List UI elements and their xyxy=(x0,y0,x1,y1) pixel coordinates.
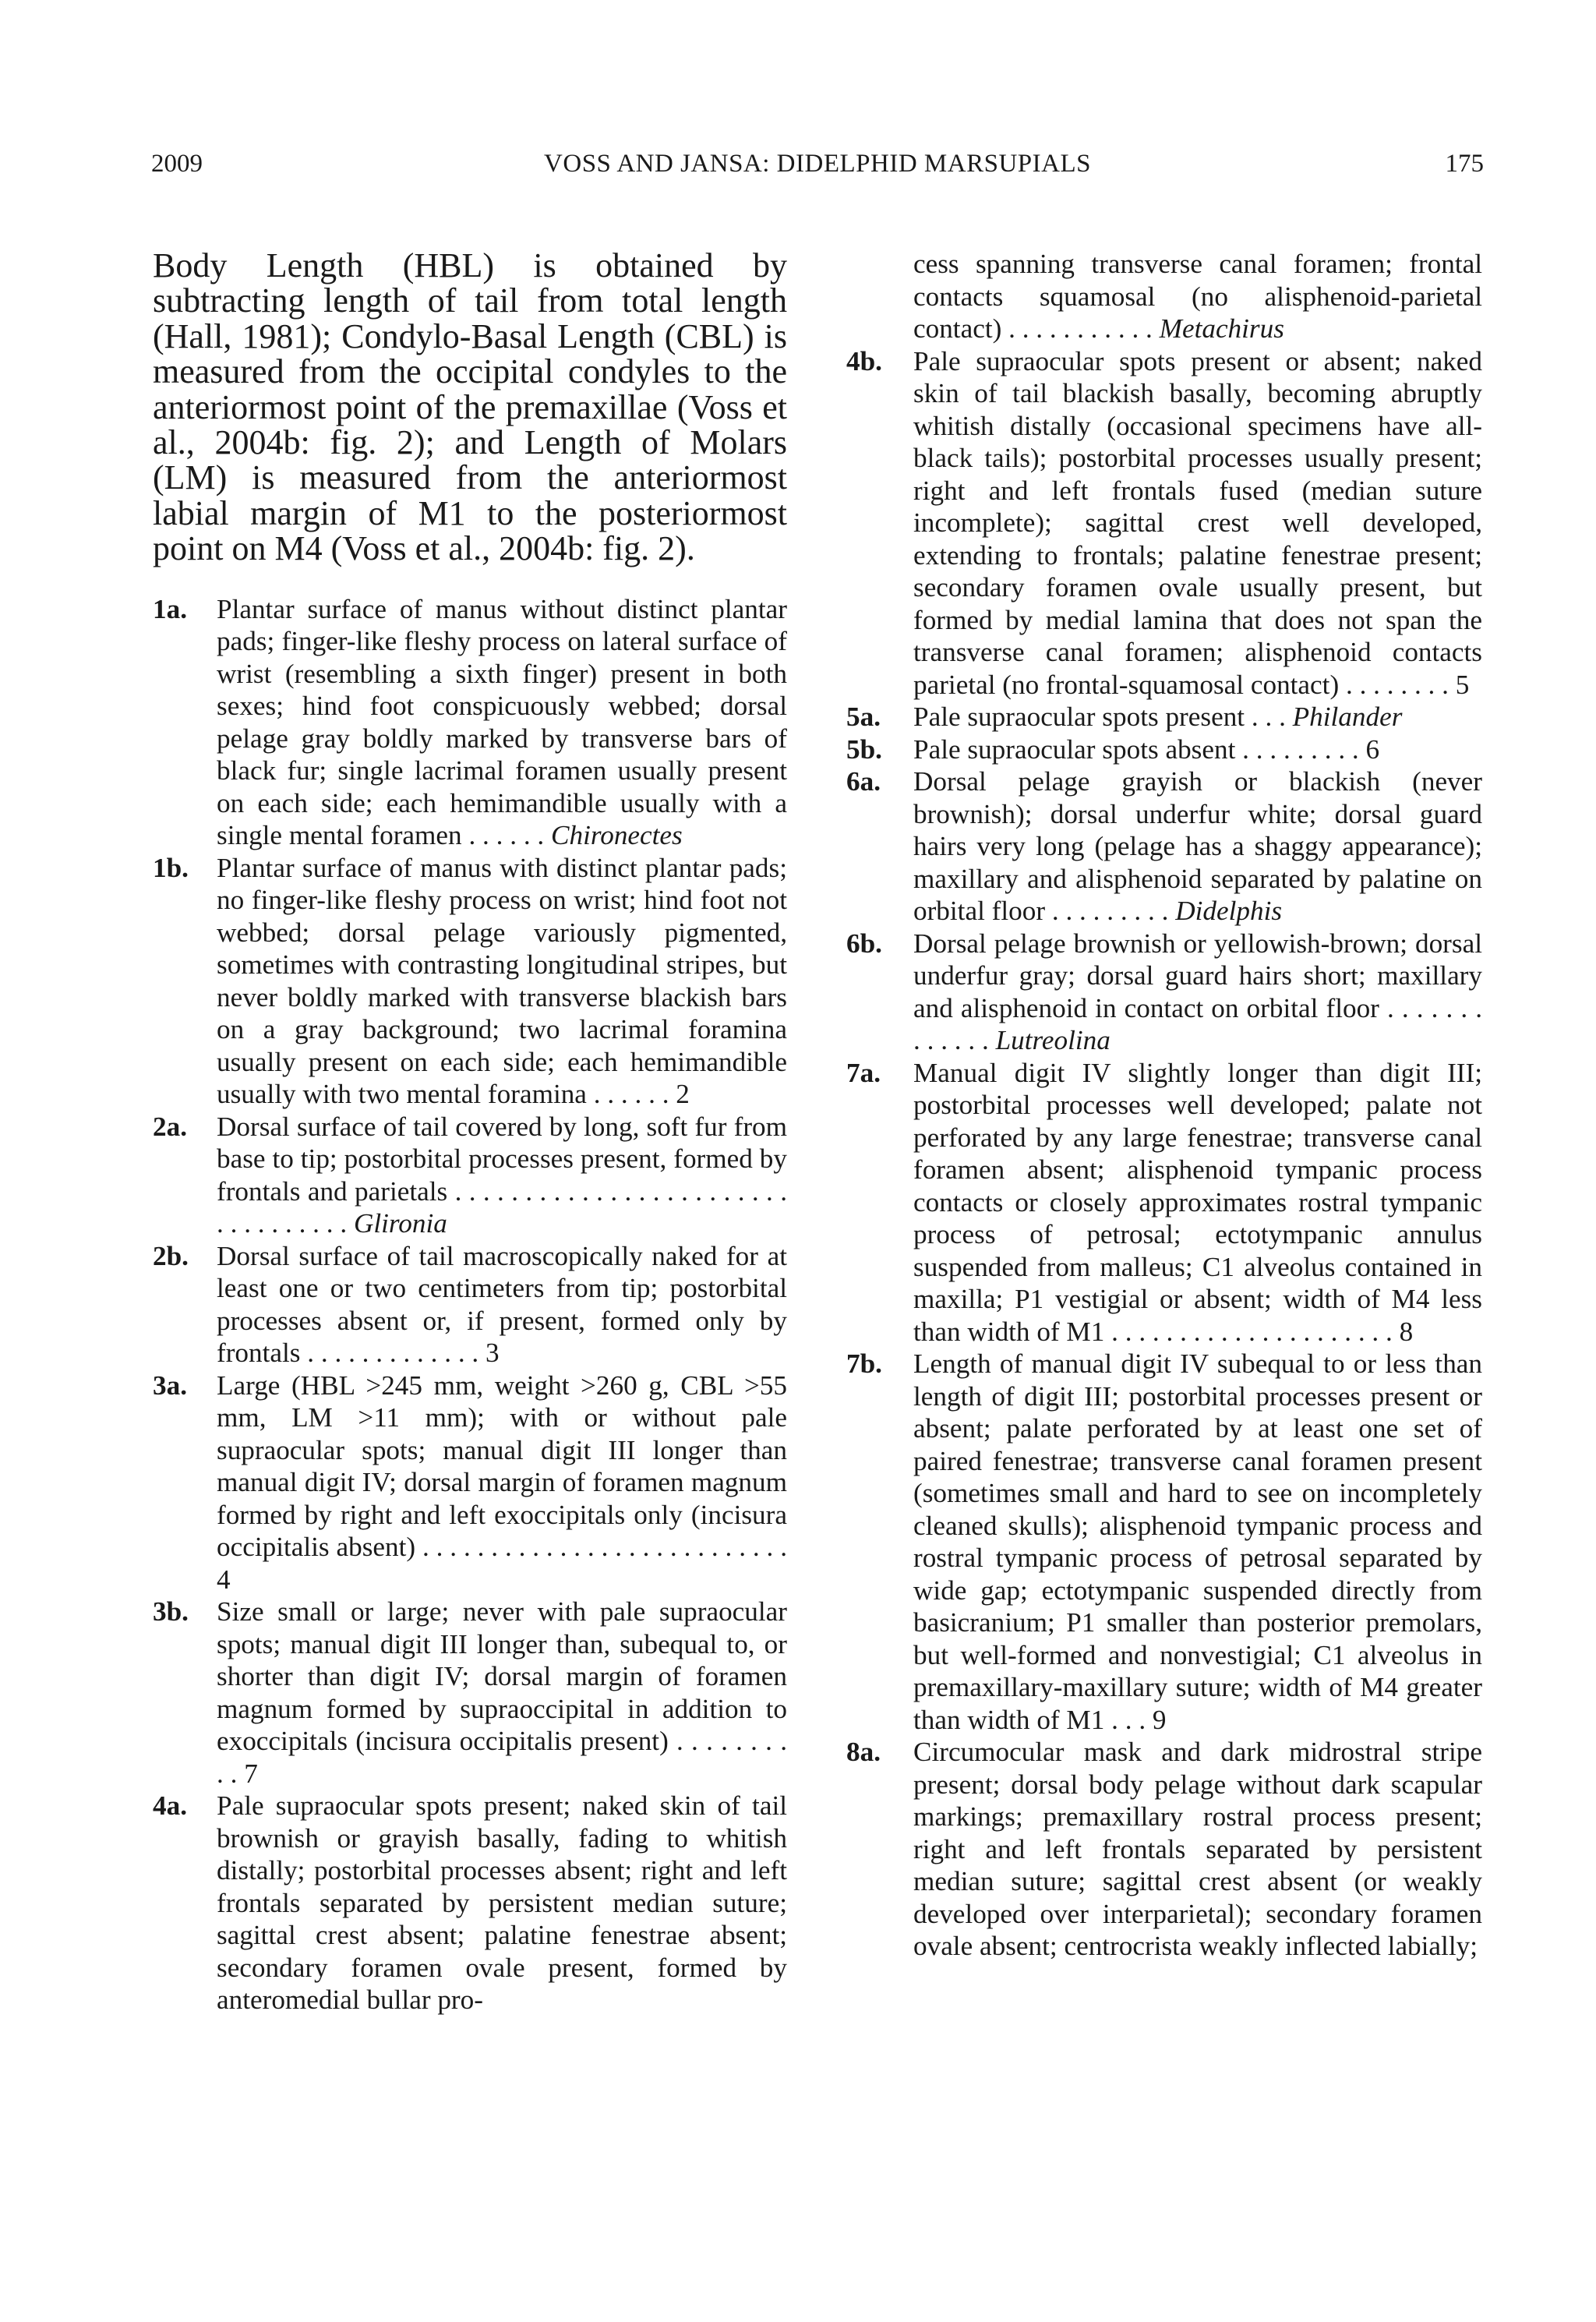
couplet-label: 2b. xyxy=(153,1240,189,1271)
couplet-label: 7a. xyxy=(846,1057,881,1088)
right-column xyxy=(846,248,1482,1963)
couplet-leader: . . . . . . . . xyxy=(1345,669,1449,700)
running-header xyxy=(151,145,1484,182)
couplet-leader: . . . . . . . . . . xyxy=(217,1726,788,1789)
couplet-text: Dorsal pelage brownish or yellowish-brown; dorsal underfur gray; dorsal guard hairs short; maxillary and alisphenoid in contact on orbital floor xyxy=(913,928,1482,1023)
header-year: 2009 xyxy=(151,150,203,178)
couplet-leader: . . . . . . xyxy=(593,1079,669,1110)
couplet-leader: . . . xyxy=(1251,702,1286,732)
couplet-result: Lutreolina xyxy=(995,1025,1110,1055)
couplet-label: 6b. xyxy=(846,928,882,959)
couplet-text: Large (HBL >245 mm, weight >260 g, CBL >55 mm, LM >11 mm); with or without pale supraocular spots; manual digit III longer than manual digit IV; dorsal margin of foramen magnum formed by right and left exoccipitals only (incisura occipitalis absent) xyxy=(217,1370,787,1563)
couplet-result: Chironectes xyxy=(551,820,683,851)
key-couplet xyxy=(846,1057,1482,1348)
page-number: 175 xyxy=(1445,150,1484,178)
couplet-leader: . . . . . . . . . . . . . xyxy=(913,992,1483,1055)
key-couplet xyxy=(153,593,787,852)
couplet-text: Dorsal surface of tail covered by long, soft fur from base to tip; postorbital processes present, formed by frontals and parietals xyxy=(217,1111,787,1207)
continuation-leader: . . . . . . . . . . . xyxy=(1008,313,1153,344)
couplet-label: 3a. xyxy=(153,1370,187,1401)
continuation-text: cess spanning transverse canal foramen; frontal contacts squamosal (no alisphenoid-parietal contact) xyxy=(913,249,1482,344)
key-couplet xyxy=(153,1790,787,2016)
couplet-label: 5b. xyxy=(846,733,882,765)
key-couplet xyxy=(153,1370,787,1596)
couplet-result: 4 xyxy=(217,1564,231,1595)
couplet-label: 2a. xyxy=(153,1111,187,1142)
couplet-text: Plantar surface of manus without distinct plantar pads; finger-like fleshy process on lateral surface of wrist (resembling a sixth finger) present in both sexes; hind foot conspicuously webbed; dorsal pelage gray boldly marked by transverse bars of black fur; single lacrimal foramen usually present on each side; each hemimandible usually with a single mental foramen xyxy=(217,593,787,851)
couplet-label: 4b. xyxy=(846,345,882,376)
couplet-label: 4a. xyxy=(153,1790,187,1822)
key-couplet xyxy=(846,733,1482,766)
couplet-result: 8 xyxy=(1399,1316,1414,1347)
couplet-label: 6a. xyxy=(846,766,881,797)
couplet-result: Didelphis xyxy=(1175,896,1283,926)
couplet-text: Size small or large; never with pale supraocular spots; manual digit III longer than, subequal to, or shorter than digit IV; dorsal margin of foramen magnum formed by supraoccipital in addition to exoccipitals (incisura occipitalis present) xyxy=(217,1596,787,1757)
couplet-label: 1a. xyxy=(153,593,187,624)
couplet-text: Plantar surface of manus with distinct plantar pads; no finger-like fleshy process on wrist; hind foot not webbed; dorsal pelage variously pigmented, sometimes with contrasting longitudinal stripes, but never boldly marked with transverse blackish bars on a gray background; two lacrimal foramina usually present on each side; each hemimandible usually with two mental foramina xyxy=(217,852,787,1110)
couplet-text: Dorsal pelage grayish or blackish (never brownish); dorsal underfur white; dorsal guard hairs very long (pelage has a shaggy appearance); maxillary and alisphenoid separated by palatine on orbital floor xyxy=(913,766,1482,926)
header-title: VOSS AND JANSA: DIDELPHID MARSUPIALS xyxy=(544,150,1091,178)
couplet-leader: . . . . . . . . . xyxy=(1051,896,1169,926)
key-couplet xyxy=(153,1240,787,1370)
couplet-text: Length of manual digit IV subequal to or less than length of digit III; postorbital processes present or absent; palate perforated by at least one set of paired fenestrae; transverse canal foramen present (sometimes small and hard to see on incompletely cleaned skulls); alisphenoid tympanic process and rostral tympanic process of petrosal separated by wide gap; ectotympanic suspended directly from basicranium; P1 smaller than posterior premolars, but well-formed and nonvestigial; C1 alveolus in premaxillary-maxillary suture; width of M4 greater than width of M1 xyxy=(913,1348,1482,1735)
left-column xyxy=(153,248,787,2016)
couplet-result: Philander xyxy=(1292,702,1403,732)
couplet-text: Pale supraocular spots present xyxy=(913,702,1245,732)
key-couplet xyxy=(846,765,1482,928)
couplet-result: 6 xyxy=(1365,733,1380,765)
couplet-result: 9 xyxy=(1152,1704,1167,1735)
couplet-text: Manual digit IV slightly longer than digit III; postorbital processes well developed; palate not perforated by any large fenestrae; transverse canal foramen absent; alisphenoid tympanic process contacts or closely approximates rostral tympanic process of petrosal; ectotympanic annulus suspended from malleus; C1 alveolus contained in maxilla; P1 vestigial or absent; width of M4 less than width of M1 xyxy=(913,1057,1482,1347)
couplet-label: 7b. xyxy=(846,1348,882,1379)
couplet-leader: . . . . . . . . . . . . . . . . . . . . . . . . . . . xyxy=(422,1532,788,1563)
couplet-label: 5a. xyxy=(846,702,881,732)
couplet-leader: . . . . . . . . . . . . . xyxy=(307,1338,479,1369)
key-couplet xyxy=(846,1348,1482,1736)
couplet-leader: . . . xyxy=(1111,1704,1146,1735)
couplet-leader: . . . . . . . . . . . . . . . . . . . . . xyxy=(1111,1316,1393,1347)
couplet-result: Glironia xyxy=(353,1208,447,1239)
couplet-label: 3b. xyxy=(153,1596,189,1628)
couplet-text: Dorsal surface of tail macroscopically naked for at least one or two centimeters from tip; postorbital processes absent or, if present, formed only by frontals xyxy=(217,1240,787,1369)
key-couplet xyxy=(846,345,1482,702)
couplet-result: 5 xyxy=(1455,669,1470,700)
couplet-leader: . . . . . . xyxy=(468,820,545,851)
couplet-leader: . . . . . . . . . xyxy=(1242,733,1359,765)
couplet-text: Pale supraocular spots absent xyxy=(913,733,1236,765)
left-key-couplets xyxy=(153,593,787,2016)
key-couplet xyxy=(153,1596,787,1790)
couplet-text: Pale supraocular spots present or absent; naked skin of tail blackish basally, becoming abruptly whitish distally (occasional specimens have all-black tails); postorbital processes usually present; right and left frontals fused (median suture incomplete); sagittal crest well developed, extending to frontals; palatine fenestrae present; secondary foramen ovale usually present, but formed by medial lamina that does not span the transverse canal foramen; alisphenoid contacts parietal (no frontal-squamosal contact) xyxy=(913,345,1482,700)
key-couplet xyxy=(846,928,1482,1057)
right-key-couplets xyxy=(846,345,1482,1963)
key-continuation xyxy=(846,248,1482,345)
couplet-result: 2 xyxy=(676,1079,690,1110)
key-couplet xyxy=(846,701,1482,733)
couplet-leader: . . . . . . . . . . . . . . . . . . . . . . . . . . . . . . . . . . xyxy=(217,1175,788,1239)
couplet-result: 7 xyxy=(244,1758,258,1789)
couplet-text: Circumocular mask and dark midrostral stripe present; dorsal body pelage without dark scapular markings; premaxillary rostral process present; right and left frontals separated by persistent median suture; sagittal crest absent (or weakly developed over interparietal); secondary foramen ovale absent; centrocrista weakly inflected labially; xyxy=(913,1737,1482,1961)
couplet-label: 1b. xyxy=(153,852,189,883)
intro-paragraph: Body Length (HBL) is obtained by subtracting length of tail from total length (Hall, 1981); Condylo-Basal Length (CBL) is measured from the occipital condyles to the anteriormost point of the premaxillae (Voss et al., 2004b: fig. 2); and Length of Molars (LM) is measured from the anteriormost labial margin of M1 to the posteriormost point on M4 (Voss et al., 2004b: fig. 2). xyxy=(153,246,787,568)
key-couplet xyxy=(153,852,787,1111)
key-couplet xyxy=(846,1736,1482,1963)
couplet-label: 8a. xyxy=(846,1737,881,1767)
couplet-text: Pale supraocular spots present; naked skin of tail brownish or grayish basally, fading to whitish distally; postorbital processes absent; right and left frontals separated by persistent median suture; sagittal crest absent; palatine fenestrae absent; secondary foramen ovale present, formed by anteromedial bullar pro- xyxy=(217,1790,787,2016)
couplet-result: 3 xyxy=(486,1338,500,1369)
key-couplet xyxy=(153,1111,787,1240)
continuation-result: Metachirus xyxy=(1159,313,1284,344)
